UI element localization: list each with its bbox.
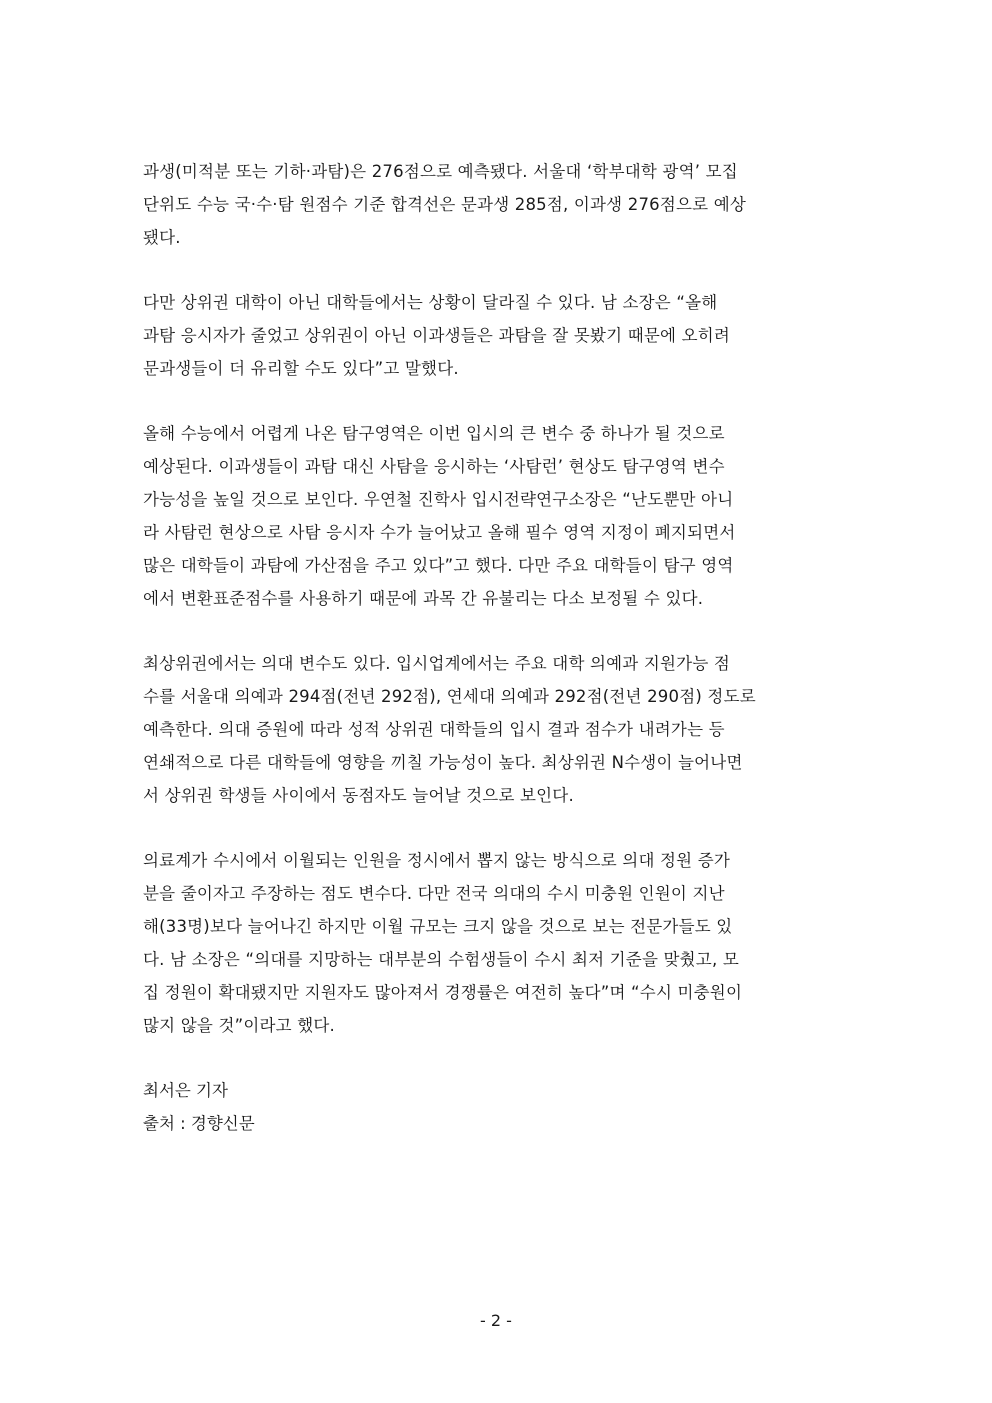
text-line: 연쇄적으로 다른 대학들에 영향을 끼칠 가능성이 높다. 최상위권 N수생이 늘어나면 <box>143 753 743 772</box>
text-line: 가능성을 높일 것으로 보인다. 우연철 진학사 입시전략연구소장은 “난도뿐만 아니 <box>143 490 734 509</box>
text-line: 단위도 수능 국·수·탐 원점수 기준 합격선은 문과생 285점, 이과생 276점으로 예상 <box>143 195 747 214</box>
article-body <box>143 155 851 1140</box>
text-line: 됐다. <box>143 228 181 247</box>
text-line: 집 정원이 확대됐지만 지원자도 많아져서 경쟁률은 여전히 높다”며 “수시 미충원이 <box>143 983 743 1002</box>
text-line: 최상위권에서는 의대 변수도 있다. 입시업계에서는 주요 대학 의예과 지원가능 점 <box>143 654 731 673</box>
text-line: 의료계가 수시에서 이월되는 인원을 정시에서 뽑지 않는 방식으로 의대 정원 증가 <box>143 851 731 870</box>
source-credit: 출처 : 경향신문 <box>143 1114 255 1133</box>
paragraph-2 <box>143 286 851 385</box>
text-line: 과탐 응시자가 줄었고 상위권이 아닌 이과생들은 과탐을 잘 못봤기 때문에 오히려 <box>143 326 731 345</box>
page-number: - 2 - <box>480 1311 512 1330</box>
text-line: 해(33명)보다 늘어나긴 하지만 이월 규모는 크지 않을 것으로 보는 전문가들도 있 <box>143 917 733 936</box>
text-line: 많은 대학들이 과탐에 가산점을 주고 있다”고 했다. 다만 주요 대학들이 탐구 영역 <box>143 556 734 575</box>
text-line: 올해 수능에서 어렵게 나온 탐구영역은 이번 입시의 큰 변수 중 하나가 될 것으로 <box>143 424 725 443</box>
text-line: 서 상위권 학생들 사이에서 동점자도 늘어날 것으로 보인다. <box>143 786 574 805</box>
text-line: 문과생들이 더 유리할 수도 있다”고 말했다. <box>143 359 459 378</box>
paragraph-5 <box>143 844 851 1042</box>
text-line: 많지 않을 것”이라고 했다. <box>143 1016 335 1035</box>
text-line: 다. 남 소장은 “의대를 지망하는 대부분의 수험생들이 수시 최저 기준을 맞췄고, 모 <box>143 950 739 969</box>
text-line: 다만 상위권 대학이 아닌 대학들에서는 상황이 달라질 수 있다. 남 소장은 “올해 <box>143 293 718 312</box>
text-line: 예상된다. 이과생들이 과탐 대신 사탐을 응시하는 ‘사탐런’ 현상도 탐구영역 변수 <box>143 457 725 476</box>
text-line: 에서 변환표준점수를 사용하기 때문에 과목 간 유불리는 다소 보정될 수 있다. <box>143 589 704 608</box>
text-line: 과생(미적분 또는 기하·과탐)은 276점으로 예측됐다. 서울대 ‘학부대학 광역’ 모집 <box>143 162 738 181</box>
text-line: 라 사탐런 현상으로 사탐 응시자 수가 늘어났고 올해 필수 영역 지정이 폐지되면서 <box>143 523 736 542</box>
reporter-byline: 최서은 기자 <box>143 1081 228 1100</box>
text-line: 분을 줄이자고 주장하는 점도 변수다. 다만 전국 의대의 수시 미충원 인원이 지난 <box>143 884 725 903</box>
paragraph-4 <box>143 647 851 812</box>
paragraph-3 <box>143 417 851 615</box>
text-line: 수를 서울대 의예과 294점(전년 292점), 연세대 의예과 292점(전년 290점) 정도로 <box>143 687 756 706</box>
paragraph-1 <box>143 155 851 254</box>
text-line: 예측한다. 의대 증원에 따라 성적 상위권 대학들의 입시 결과 점수가 내려가는 등 <box>143 720 725 739</box>
